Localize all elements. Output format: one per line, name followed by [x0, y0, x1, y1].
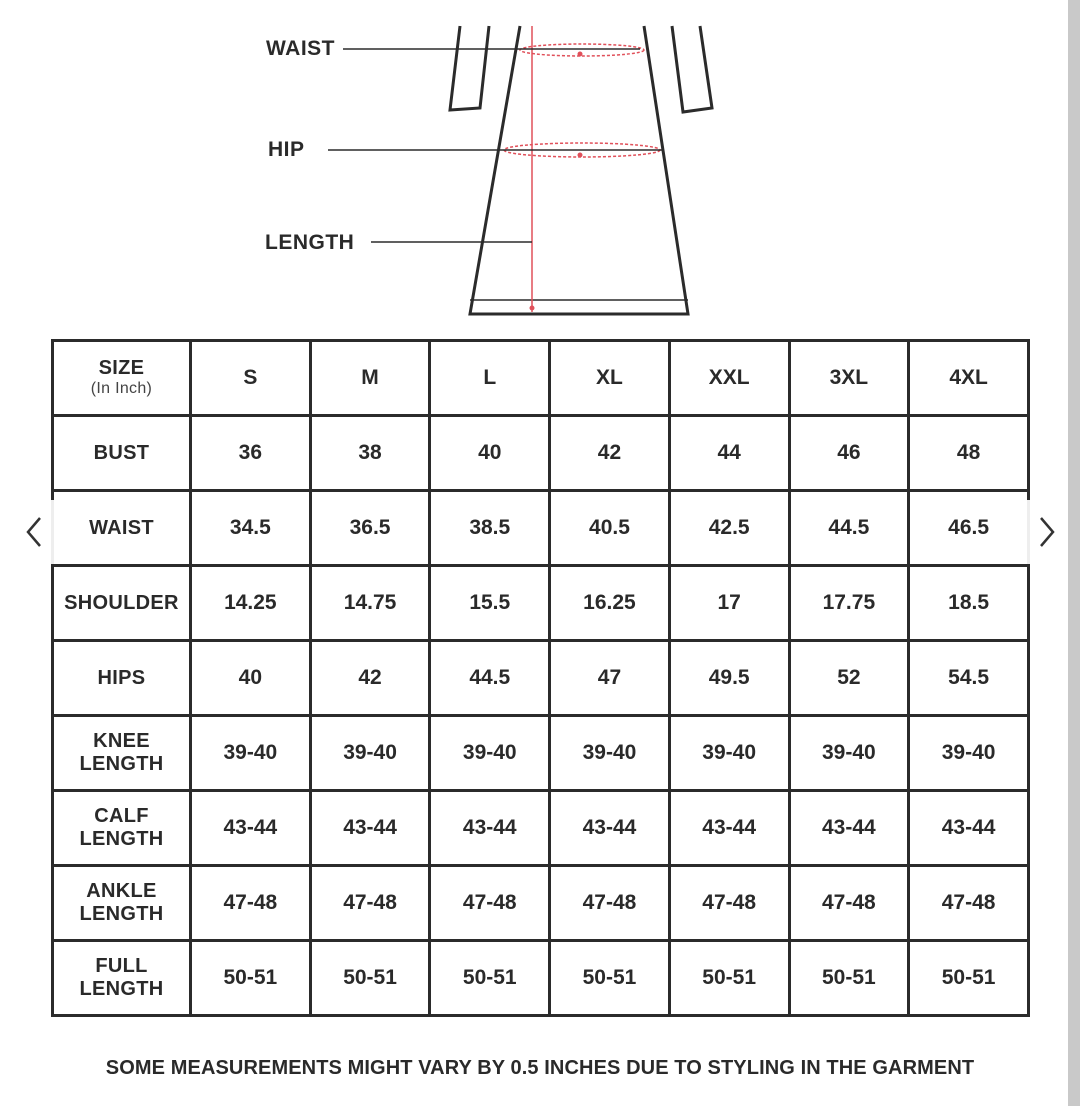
measurement-footnote: SOME MEASUREMENTS MIGHT VARY BY 0.5 INCHES DUE TO STYLING IN THE GARMENT: [105, 1057, 975, 1079]
measurement-value-cell: 39-40: [430, 716, 550, 791]
measurement-label: LENGTH: [79, 903, 164, 925]
measurement-value-cell: 49.5: [669, 641, 789, 716]
measurement-value-cell: 52: [789, 641, 909, 716]
measurement-value-cell: 47-48: [550, 866, 670, 941]
measurement-label-cell: [53, 416, 191, 491]
measurement-value-cell: 47-48: [430, 866, 550, 941]
measurement-value-cell: 16.25: [550, 566, 670, 641]
measurement-label: WAIST: [89, 516, 154, 539]
measurement-value-cell: 39-40: [310, 716, 430, 791]
measurement-value-cell: 43-44: [191, 791, 311, 866]
measurement-label-cell: [53, 641, 191, 716]
table-row: [53, 491, 1029, 566]
measurement-value-cell: 44.5: [789, 491, 909, 566]
measurement-value-cell: 14.75: [310, 566, 430, 641]
measurement-value-cell: 39-40: [191, 716, 311, 791]
measurement-value-cell: 17.75: [789, 566, 909, 641]
hip-label: HIP: [268, 138, 305, 161]
measurement-value-cell: 54.5: [909, 641, 1029, 716]
measurement-value-cell: 47-48: [789, 866, 909, 941]
measurement-value-cell: 43-44: [310, 791, 430, 866]
measurement-value-cell: 43-44: [909, 791, 1029, 866]
measurement-label: CALF: [94, 805, 149, 827]
size-header-cell: [53, 341, 191, 416]
measurement-value-cell: 50-51: [430, 941, 550, 1016]
chevron-right-icon: [1037, 515, 1057, 549]
size-header-row: [53, 341, 1029, 416]
measurement-label: ANKLE: [86, 880, 157, 902]
table-row: [53, 566, 1029, 641]
measurement-value-cell: 38.5: [430, 491, 550, 566]
chevron-left-icon: [24, 515, 44, 549]
measurement-value-cell: 48: [909, 416, 1029, 491]
measurement-label-cell: [53, 566, 191, 641]
measurement-value-cell: 46.5: [909, 491, 1029, 566]
garment-illustration: [0, 0, 1068, 330]
measurement-value-cell: 44.5: [430, 641, 550, 716]
garment-diagram: [0, 0, 1068, 330]
measurement-label: LENGTH: [79, 978, 164, 1000]
measurement-value-cell: 47-48: [909, 866, 1029, 941]
measurement-value-cell: 36: [191, 416, 311, 491]
measurement-value-cell: 38: [310, 416, 430, 491]
measurement-value-cell: 42: [310, 641, 430, 716]
table-row: [53, 866, 1029, 941]
measurement-value-cell: 50-51: [789, 941, 909, 1016]
length-marker-dot: [530, 306, 535, 311]
measurement-label: LENGTH: [79, 753, 164, 775]
measurement-value-cell: 47: [550, 641, 670, 716]
measurement-value-cell: 43-44: [789, 791, 909, 866]
measurement-label: FULL: [95, 955, 148, 977]
waist-label: WAIST: [266, 37, 335, 60]
measurement-value-cell: 50-51: [909, 941, 1029, 1016]
measurement-label: KNEE: [93, 730, 150, 752]
size-column-header: L: [430, 341, 550, 416]
size-column-header: M: [310, 341, 430, 416]
size-column-header: 3XL: [789, 341, 909, 416]
measurement-value-cell: 50-51: [669, 941, 789, 1016]
hip-marker-dot: [578, 153, 583, 158]
measurement-value-cell: 40: [191, 641, 311, 716]
table-row: [53, 941, 1029, 1016]
waist-marker-dot: [578, 52, 583, 57]
measurement-value-cell: 40.5: [550, 491, 670, 566]
measurement-value-cell: 43-44: [550, 791, 670, 866]
measurement-value-cell: 40: [430, 416, 550, 491]
size-column-header: XXL: [669, 341, 789, 416]
table-row: [53, 641, 1029, 716]
measurement-value-cell: 50-51: [310, 941, 430, 1016]
measurement-value-cell: 15.5: [430, 566, 550, 641]
measurement-value-cell: 39-40: [909, 716, 1029, 791]
measurement-label-cell: [53, 941, 191, 1016]
measurement-value-cell: 39-40: [550, 716, 670, 791]
size-column-header: S: [191, 341, 311, 416]
measurement-value-cell: 46: [789, 416, 909, 491]
right-sleeve: [672, 26, 712, 112]
measurement-value-cell: 14.25: [191, 566, 311, 641]
table-row: [53, 716, 1029, 791]
next-image-button[interactable]: [1027, 500, 1067, 564]
garment-body: [470, 26, 688, 314]
measurement-value-cell: 36.5: [310, 491, 430, 566]
size-header-unit: (In Inch): [90, 380, 153, 398]
size-column-header: 4XL: [909, 341, 1029, 416]
vertical-scrollbar[interactable]: [1068, 0, 1080, 1106]
length-label: LENGTH: [265, 231, 355, 254]
measurement-label-cell: [53, 491, 191, 566]
measurement-value-cell: 18.5: [909, 566, 1029, 641]
measurement-value-cell: 47-48: [191, 866, 311, 941]
measurement-label-cell: [53, 866, 191, 941]
measurement-value-cell: 50-51: [550, 941, 670, 1016]
measurement-value-cell: 17: [669, 566, 789, 641]
measurement-label: SHOULDER: [64, 591, 179, 614]
measurement-label-cell: [53, 716, 191, 791]
measurement-value-cell: 47-48: [310, 866, 430, 941]
left-sleeve: [450, 26, 489, 110]
measurement-label: BUST: [93, 441, 150, 464]
measurement-value-cell: 44: [669, 416, 789, 491]
table-row: [53, 416, 1029, 491]
size-chart-table: [51, 339, 1030, 1017]
measurement-value-cell: 42: [550, 416, 670, 491]
measurement-value-cell: 39-40: [669, 716, 789, 791]
measurement-value-cell: 43-44: [430, 791, 550, 866]
measurement-value-cell: 39-40: [789, 716, 909, 791]
size-column-header: XL: [550, 341, 670, 416]
size-header-title: SIZE: [98, 357, 145, 380]
measurement-label: HIPS: [97, 666, 146, 689]
measurement-value-cell: 43-44: [669, 791, 789, 866]
measurement-label: LENGTH: [79, 828, 164, 850]
measurement-value-cell: 47-48: [669, 866, 789, 941]
measurement-value-cell: 50-51: [191, 941, 311, 1016]
measurement-value-cell: 42.5: [669, 491, 789, 566]
measurement-label-cell: [53, 791, 191, 866]
table-row: [53, 791, 1029, 866]
measurement-value-cell: 34.5: [191, 491, 311, 566]
previous-image-button[interactable]: [14, 500, 54, 564]
